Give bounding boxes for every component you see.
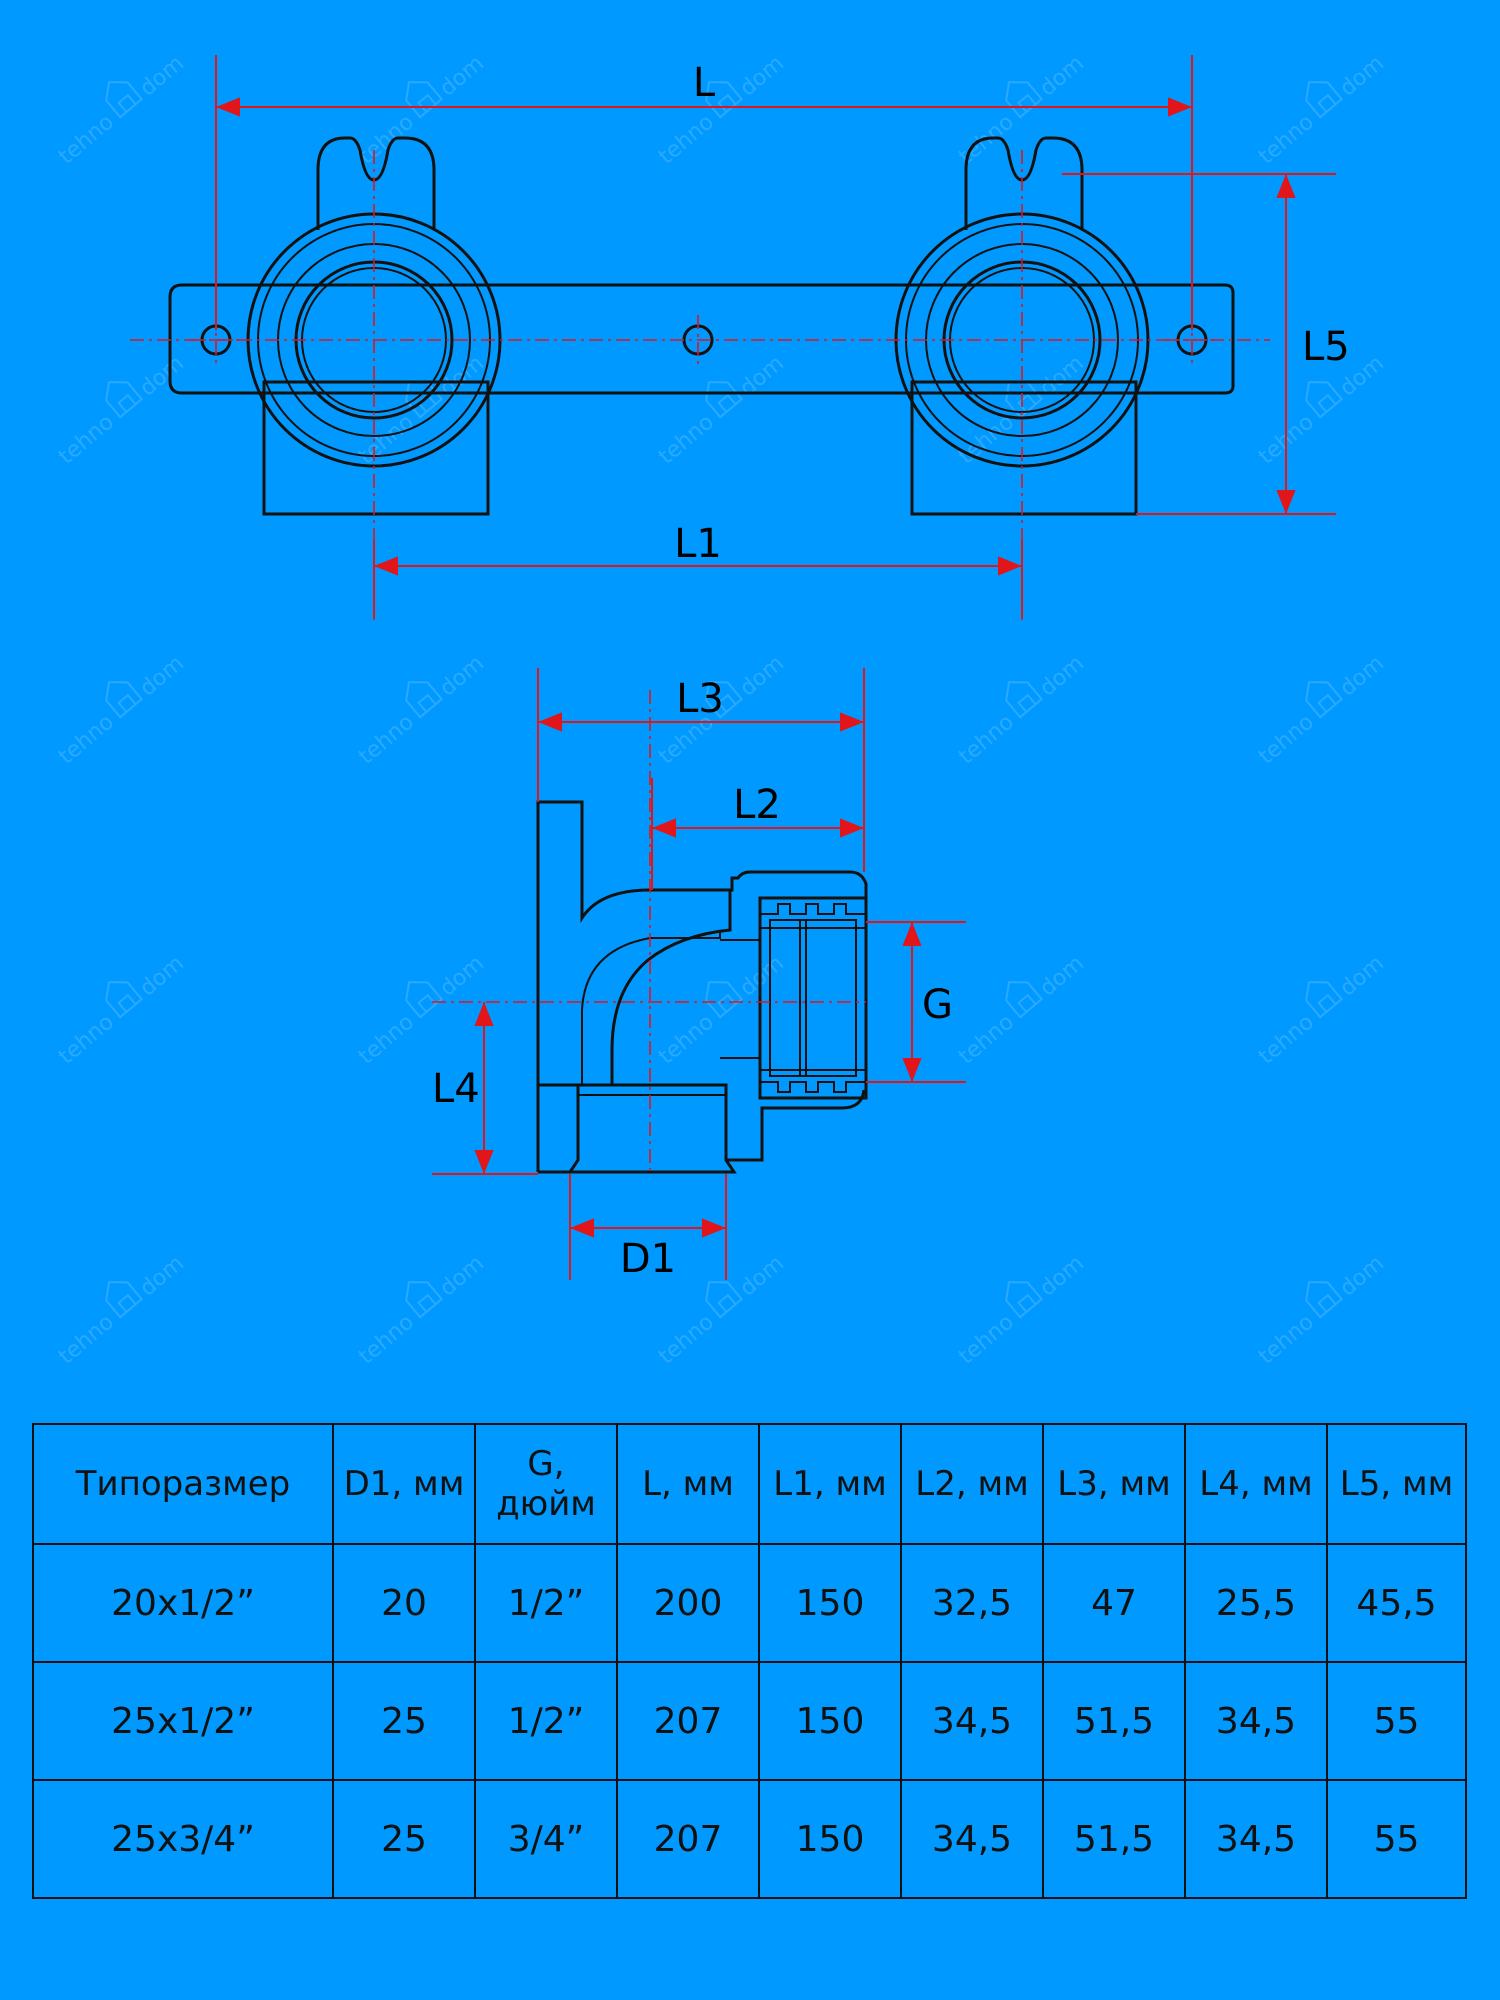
svg-text:dom: dom — [735, 950, 789, 1002]
svg-text:dom: dom — [1035, 50, 1089, 102]
table-cell: 150 — [759, 1780, 901, 1898]
watermark-logo — [943, 638, 1089, 770]
watermark-logo — [43, 938, 189, 1070]
table-header-cell: L3, мм — [1043, 1424, 1185, 1544]
table-cell: 34,5 — [901, 1780, 1043, 1898]
dim-label-L3: L3 — [676, 676, 724, 722]
svg-text:dom: dom — [1035, 1250, 1089, 1302]
svg-text:tehno: tehno — [654, 409, 719, 470]
table-header-cell: Типоразмер — [33, 1424, 333, 1544]
table-cell: 20 — [333, 1544, 475, 1662]
svg-text:dom: dom — [435, 950, 489, 1002]
table-header-cell: L4, мм — [1185, 1424, 1327, 1544]
table-cell: 34,5 — [1185, 1780, 1327, 1898]
svg-text:dom: dom — [135, 50, 189, 102]
table-cell: 25х1/2” — [33, 1662, 333, 1780]
table-cell: 45,5 — [1327, 1544, 1466, 1662]
svg-text:tehno: tehno — [354, 1009, 419, 1070]
svg-text:dom: dom — [435, 650, 489, 702]
side-dimensions — [432, 668, 966, 1282]
svg-text:tehno: tehno — [354, 109, 419, 170]
table-cell: 200 — [617, 1544, 759, 1662]
table-cell: 25 — [333, 1662, 475, 1780]
svg-text:dom: dom — [735, 50, 789, 102]
table-header-cell: L1, мм — [759, 1424, 901, 1544]
watermark-logo — [43, 638, 189, 770]
svg-text:tehno: tehno — [54, 1009, 119, 1070]
watermark-logo — [43, 38, 189, 170]
watermark-logo — [943, 1238, 1089, 1370]
watermark-logo — [43, 338, 189, 470]
table-cell: 1/2” — [475, 1662, 617, 1780]
svg-text:tehno: tehno — [354, 709, 419, 770]
watermark-logo — [343, 338, 489, 470]
svg-text:tehno: tehno — [654, 109, 719, 170]
svg-text:dom: dom — [1335, 650, 1389, 702]
table-cell: 51,5 — [1043, 1780, 1185, 1898]
table-cell: 34,5 — [1185, 1662, 1327, 1780]
svg-text:dom: dom — [1035, 950, 1089, 1002]
svg-text:tehno: tehno — [354, 1309, 419, 1370]
table-header-cell: L5, мм — [1327, 1424, 1466, 1544]
table-cell: 47 — [1043, 1544, 1185, 1662]
svg-text:tehno: tehno — [1254, 1309, 1319, 1370]
dim-label-L4: L4 — [432, 1066, 480, 1112]
table-cell: 150 — [759, 1662, 901, 1780]
table-cell: 51,5 — [1043, 1662, 1185, 1780]
svg-text:tehno: tehno — [654, 1009, 719, 1070]
table-header-row — [33, 1424, 1466, 1544]
table-cell: 25 — [333, 1780, 475, 1898]
svg-text:dom: dom — [1035, 350, 1089, 402]
svg-text:dom: dom — [135, 950, 189, 1002]
table-cell: 20х1/2” — [33, 1544, 333, 1662]
watermark-logo — [343, 1238, 489, 1370]
svg-text:dom: dom — [735, 350, 789, 402]
watermark-logo — [643, 38, 789, 170]
svg-text:dom: dom — [435, 350, 489, 402]
watermark-logo — [1243, 38, 1389, 170]
table-header-cell: D1, мм — [333, 1424, 475, 1544]
table-cell: 3/4” — [475, 1780, 617, 1898]
svg-text:tehno: tehno — [954, 709, 1019, 770]
table-cell: 25х3/4” — [33, 1780, 333, 1898]
table-header-cell: L, мм — [617, 1424, 759, 1544]
svg-text:dom: dom — [135, 350, 189, 402]
dim-label-G: G — [922, 982, 953, 1028]
svg-text:tehno: tehno — [54, 409, 119, 470]
table-header-cell: L2, мм — [901, 1424, 1043, 1544]
watermark-logo — [1243, 1238, 1389, 1370]
table-row — [33, 1780, 1466, 1898]
dim-label-L5: L5 — [1302, 324, 1350, 370]
svg-text:tehno: tehno — [354, 409, 419, 470]
watermark-logo — [343, 38, 489, 170]
svg-text:dom: dom — [135, 650, 189, 702]
svg-text:tehno: tehno — [954, 1009, 1019, 1070]
watermark-logo — [943, 938, 1089, 1070]
svg-text:tehno: tehno — [654, 1309, 719, 1370]
svg-text:dom: dom — [135, 1250, 189, 1302]
svg-text:tehno: tehno — [54, 709, 119, 770]
dim-label-L: L — [692, 60, 716, 106]
watermark-logo — [1243, 638, 1389, 770]
watermark-logo — [643, 338, 789, 470]
table-cell: 55 — [1327, 1780, 1466, 1898]
watermark-logo — [43, 1238, 189, 1370]
svg-text:dom: dom — [435, 1250, 489, 1302]
svg-text:tehno: tehno — [1254, 1009, 1319, 1070]
table-row — [33, 1662, 1466, 1780]
specification-table — [32, 1423, 1467, 1899]
svg-text:dom: dom — [1335, 350, 1389, 402]
svg-text:dom: dom — [735, 1250, 789, 1302]
svg-text:dom: dom — [1335, 950, 1389, 1002]
svg-text:dom: dom — [1335, 1250, 1389, 1302]
table-cell: 207 — [617, 1780, 759, 1898]
table-cell: 1/2” — [475, 1544, 617, 1662]
svg-text:dom: dom — [435, 50, 489, 102]
dim-label-D1: D1 — [619, 1236, 677, 1282]
watermark-logo — [343, 938, 489, 1070]
dim-label-L2: L2 — [733, 782, 781, 828]
side-view — [432, 690, 866, 1172]
svg-text:tehno: tehno — [54, 1309, 119, 1370]
svg-text:tehno: tehno — [954, 109, 1019, 170]
watermark-logo — [643, 938, 789, 1070]
table-header-cell: G, дюйм — [475, 1424, 617, 1544]
svg-text:dom: dom — [735, 650, 789, 702]
svg-text:tehno: tehno — [954, 409, 1019, 470]
svg-text:tehno: tehno — [54, 109, 119, 170]
svg-text:tehno: tehno — [654, 709, 719, 770]
watermark-logo — [1243, 938, 1389, 1070]
svg-text:dom: dom — [1335, 50, 1389, 102]
svg-text:tehno: tehno — [954, 1309, 1019, 1370]
watermark-logo — [343, 638, 489, 770]
svg-text:tehno: tehno — [1254, 109, 1319, 170]
table-cell: 207 — [617, 1662, 759, 1780]
watermark-logo — [943, 38, 1089, 170]
table-cell: 32,5 — [901, 1544, 1043, 1662]
svg-text:tehno: tehno — [1254, 409, 1319, 470]
svg-text:dom: dom — [1035, 650, 1089, 702]
table-cell: 34,5 — [901, 1662, 1043, 1780]
table-cell: 55 — [1327, 1662, 1466, 1780]
svg-text:tehno: tehno — [1254, 709, 1319, 770]
dim-label-L1: L1 — [674, 521, 722, 567]
table-cell: 25,5 — [1185, 1544, 1327, 1662]
table-cell: 150 — [759, 1544, 901, 1662]
table-row — [33, 1544, 1466, 1662]
